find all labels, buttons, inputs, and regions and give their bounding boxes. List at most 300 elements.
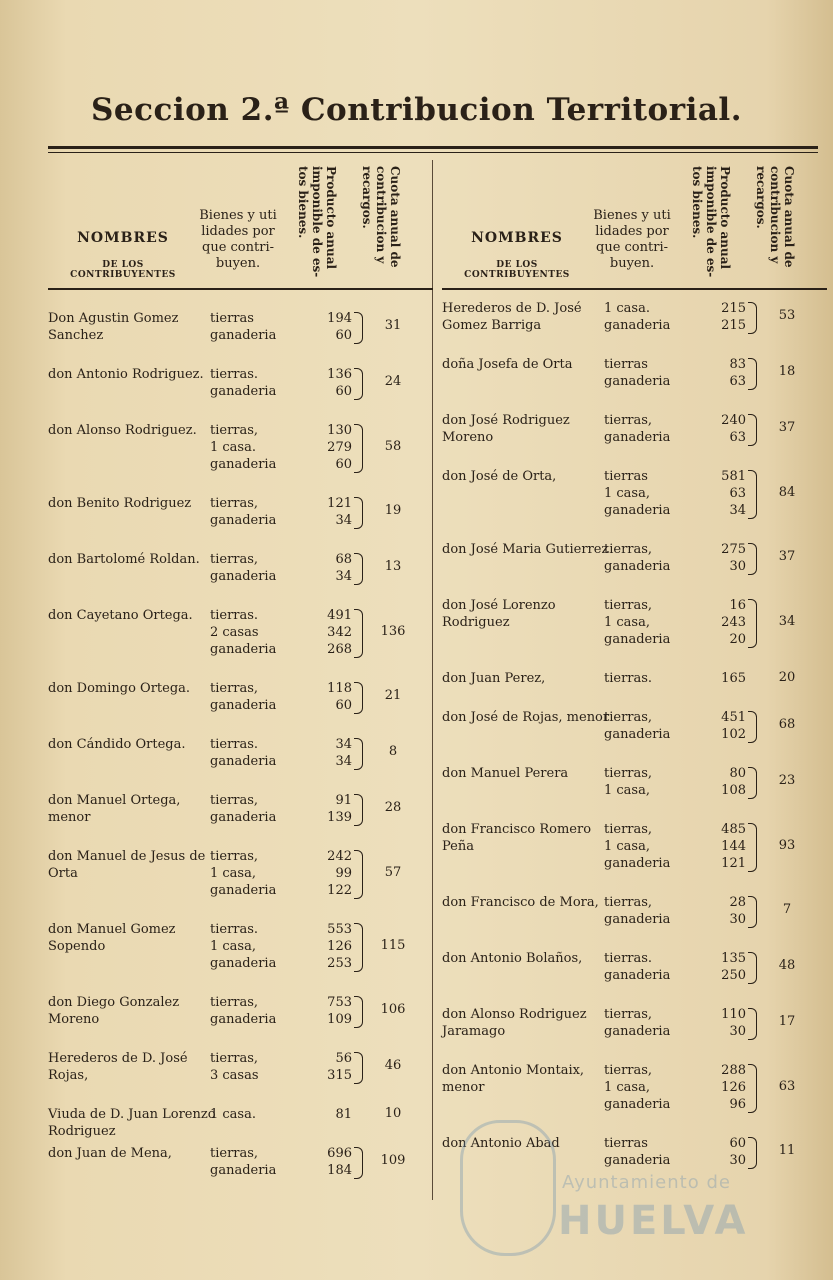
- producto-value: 60: [729, 1136, 746, 1151]
- table-row: [442, 412, 827, 446]
- bienes-list: [210, 366, 306, 400]
- right-table: [442, 160, 827, 1168]
- producto-header: Producto anual imponible de es- tos bienes.: [296, 166, 338, 278]
- producto-values: [704, 468, 746, 519]
- producto-value: 184: [327, 1163, 352, 1178]
- contributor-name: don Francisco de Mora,: [442, 895, 599, 910]
- contributor-name: don Manuel Ortega, menor: [48, 793, 181, 825]
- producto-value: 28: [729, 895, 746, 910]
- cuota-value: 20: [778, 669, 796, 685]
- producto-values: [704, 300, 746, 334]
- producto-value: 491: [327, 608, 352, 623]
- contributor-name: don José de Rojas, menor: [442, 710, 610, 725]
- bienes-item: tierras: [604, 469, 648, 484]
- bienes-list: [210, 736, 306, 770]
- table-row: [442, 709, 827, 743]
- producto-value: 34: [335, 737, 352, 752]
- bienes-item: tierras,: [604, 413, 653, 428]
- bienes-item: tierras,: [604, 895, 653, 910]
- bienes-list: [210, 310, 306, 344]
- bienes-list: [604, 765, 700, 799]
- names-header-top: NOMBRES: [77, 230, 169, 246]
- producto-values: [704, 412, 746, 446]
- bienes-item: tierras: [210, 311, 254, 326]
- producto-values: [310, 736, 352, 770]
- bienes-item: ganaderia: [210, 754, 277, 769]
- bienes-list: [210, 551, 306, 585]
- brace-icon: [354, 738, 363, 770]
- cuota-value: 68: [778, 717, 796, 732]
- cuota-value: 57: [384, 864, 402, 880]
- bienes-item: 1 casa,: [604, 615, 650, 630]
- bienes-item: ganaderia: [210, 384, 277, 399]
- cuota-value: 37: [778, 549, 796, 564]
- bienes-item: tierras.: [210, 367, 259, 382]
- cuota-value: 109: [380, 1153, 406, 1168]
- producto-value: 144: [721, 839, 746, 854]
- bienes-list: [604, 356, 700, 390]
- brace-icon: [354, 923, 363, 972]
- producto-values: [704, 709, 746, 743]
- producto-values: [310, 495, 352, 529]
- names-header-bottom: DE LOS CONTRIBUYENTES: [70, 260, 176, 280]
- producto-values: [310, 607, 352, 658]
- contributor-name: doña Josefa de Orta: [442, 357, 573, 372]
- bienes-item: ganaderia: [210, 1163, 277, 1178]
- contributor-name: don Antonio Montaix, menor: [442, 1063, 585, 1095]
- table-row: [48, 495, 433, 529]
- producto-values: [310, 310, 352, 344]
- producto-value: 696: [327, 1146, 352, 1161]
- table-row: [48, 921, 433, 972]
- bienes-item: ganaderia: [604, 1153, 671, 1168]
- brace-icon: [748, 767, 757, 799]
- producto-value: 121: [327, 496, 352, 511]
- producto-value: 581: [721, 469, 746, 484]
- table-row: [442, 670, 827, 687]
- bienes-item: tierras,: [210, 793, 259, 808]
- bienes-item: tierras.: [604, 951, 653, 966]
- producto-value: 34: [729, 503, 746, 518]
- bienes-item: ganaderia: [604, 559, 671, 574]
- producto-value: 126: [327, 939, 352, 954]
- bienes-item: 1 casa,: [604, 486, 650, 501]
- table-row: [48, 607, 433, 658]
- names-header: [48, 230, 198, 280]
- brace-icon: [354, 312, 363, 344]
- contributor-name: don José de Orta,: [442, 469, 557, 484]
- contributor-name: don José Rodriguez Moreno: [442, 413, 570, 445]
- cuota-value: 18: [778, 364, 796, 379]
- bienes-item: tierras,: [210, 681, 259, 696]
- bienes-item: ganaderia: [604, 1024, 671, 1039]
- contributor-name: don Bartolomé Roldan.: [48, 552, 200, 567]
- cuota-value: 13: [384, 559, 402, 574]
- producto-values: [310, 422, 352, 473]
- brace-icon: [748, 543, 757, 575]
- producto-value: 242: [327, 849, 352, 864]
- bienes-item: tierras.: [210, 922, 259, 937]
- producto-value: 250: [721, 968, 746, 983]
- table-header: [442, 160, 827, 290]
- producto-value: 243: [721, 615, 746, 630]
- table-header: [48, 160, 433, 290]
- table-row: [442, 300, 827, 334]
- contributor-name: don Antonio Rodriguez.: [48, 367, 204, 382]
- producto-header: Producto anual imponible de es- tos bienes.: [690, 166, 732, 278]
- producto-value: 342: [327, 625, 352, 640]
- cuota-value: 11: [778, 1143, 796, 1158]
- bienes-item: ganaderia: [604, 430, 671, 445]
- cuota-header: Cuota anual de contribucion y recargos.: [360, 166, 402, 268]
- bienes-item: ganaderia: [210, 569, 277, 584]
- contributor-name: don Francisco Romero Peña: [442, 822, 592, 854]
- bienes-header: Bienes y uti lidades por que contri- buyen.: [593, 208, 671, 271]
- bienes-item: 1 casa.: [210, 1107, 256, 1122]
- table-row: [48, 994, 433, 1028]
- cuota-value: 48: [778, 958, 796, 973]
- contributor-name: Herederos de D. José Rojas,: [48, 1051, 188, 1083]
- producto-values: [310, 1106, 352, 1123]
- contributor-name: don Juan de Mena,: [48, 1146, 172, 1161]
- table-row: [48, 366, 433, 400]
- bienes-list: [604, 541, 700, 575]
- producto-value: 109: [327, 1012, 352, 1027]
- producto-value: 63: [729, 430, 746, 445]
- brace-icon: [748, 1064, 757, 1113]
- producto-value: 99: [335, 866, 352, 881]
- table-row: [48, 1145, 433, 1179]
- producto-values: [704, 356, 746, 390]
- producto-value: 275: [721, 542, 746, 557]
- contributor-name: Viuda de D. Juan Lorenzo Rodriguez: [48, 1107, 216, 1139]
- bienes-list: [210, 422, 306, 473]
- producto-values: [704, 1006, 746, 1040]
- producto-values: [704, 597, 746, 648]
- bienes-list: [210, 1106, 306, 1123]
- bienes-item: tierras,: [604, 710, 653, 725]
- producto-value: 136: [327, 367, 352, 382]
- contributor-name: don Manuel Perera: [442, 766, 569, 781]
- producto-value: 60: [335, 384, 352, 399]
- cuota-value: 17: [778, 1014, 796, 1029]
- producto-value: 121: [721, 856, 746, 871]
- producto-value: 60: [335, 328, 352, 343]
- bienes-item: ganaderia: [210, 1012, 277, 1027]
- producto-value: 96: [729, 1097, 746, 1112]
- contributor-name: don Domingo Ortega.: [48, 681, 191, 696]
- bienes-header: Bienes y uti lidades por que contri- buyen.: [199, 208, 277, 271]
- names-header-bottom: DE LOS CONTRIBUYENTES: [464, 260, 570, 280]
- producto-value: 110: [721, 1007, 746, 1022]
- brace-icon: [354, 424, 363, 473]
- brace-icon: [748, 470, 757, 519]
- brace-icon: [748, 952, 757, 984]
- producto-value: 34: [335, 754, 352, 769]
- cuota-value: 84: [778, 484, 796, 500]
- producto-values: [704, 1062, 746, 1113]
- table-row: [48, 792, 433, 826]
- bienes-list: [604, 1006, 700, 1040]
- bienes-item: ganaderia: [210, 457, 277, 472]
- producto-value: 135: [721, 951, 746, 966]
- bienes-item: ganaderia: [210, 810, 277, 825]
- bienes-item: tierras,: [604, 822, 653, 837]
- producto-value: 194: [327, 311, 352, 326]
- brace-icon: [748, 896, 757, 928]
- producto-value: 80: [729, 766, 746, 781]
- producto-values: [704, 765, 746, 799]
- producto-values: [310, 1050, 352, 1084]
- table-row: [48, 848, 433, 899]
- brace-icon: [748, 1008, 757, 1040]
- bienes-item: 1 casa.: [210, 440, 256, 455]
- bienes-list: [210, 495, 306, 529]
- producto-value: 122: [327, 883, 352, 898]
- producto-value: 215: [721, 318, 746, 333]
- bienes-item: tierras,: [604, 598, 653, 613]
- bienes-item: ganaderia: [604, 856, 671, 871]
- title-rule-thin: [48, 152, 818, 153]
- bienes-item: tierras,: [604, 766, 653, 781]
- bienes-item: ganaderia: [210, 956, 277, 971]
- producto-values: [704, 950, 746, 984]
- producto-value: 68: [335, 552, 352, 567]
- producto-value: 553: [327, 922, 352, 937]
- table-row: [48, 551, 433, 585]
- bienes-item: 1 casa,: [210, 866, 256, 881]
- brace-icon: [354, 1147, 363, 1179]
- table-row: [48, 422, 433, 473]
- bienes-item: tierras,: [210, 849, 259, 864]
- table-row: [442, 1062, 827, 1113]
- producto-values: [310, 792, 352, 826]
- contributor-name: don Benito Rodriguez: [48, 496, 192, 511]
- bienes-item: 1 casa,: [210, 939, 256, 954]
- bienes-item: tierras,: [604, 1007, 653, 1022]
- cuota-value: 24: [384, 374, 402, 389]
- bienes-item: tierras,: [210, 552, 259, 567]
- contributor-name: don Antonio Abad: [442, 1136, 560, 1151]
- bienes-list: [210, 1145, 306, 1179]
- producto-value: 30: [729, 1153, 746, 1168]
- contributor-name: don Cayetano Ortega.: [48, 608, 193, 623]
- bienes-item: ganaderia: [210, 513, 277, 528]
- producto-values: [704, 821, 746, 872]
- brace-icon: [748, 414, 757, 446]
- bienes-item: ganaderia: [604, 318, 671, 333]
- contributor-name: don Antonio Bolaños,: [442, 951, 583, 966]
- producto-value: 451: [721, 710, 746, 725]
- producto-value: 91: [335, 793, 352, 808]
- bienes-item: tierras.: [210, 608, 259, 623]
- producto-value: 60: [335, 698, 352, 713]
- producto-value: 118: [327, 681, 352, 696]
- bienes-item: tierras,: [210, 496, 259, 511]
- producto-value: 56: [335, 1051, 352, 1066]
- table-row: [48, 1050, 433, 1084]
- bienes-item: 1 casa.: [604, 301, 650, 316]
- table-row: [442, 1006, 827, 1040]
- bienes-list: [604, 468, 700, 519]
- stamp-line1: Ayuntamiento de: [562, 1172, 731, 1193]
- bienes-list: [210, 680, 306, 714]
- bienes-list: [210, 1050, 306, 1084]
- cuota-value: 58: [384, 438, 402, 454]
- brace-icon: [354, 682, 363, 714]
- title-rule: [48, 146, 818, 149]
- contributor-name: don José Lorenzo Rodriguez: [442, 598, 556, 630]
- producto-values: [704, 894, 746, 928]
- names-header-top: NOMBRES: [471, 230, 563, 246]
- producto-value: 268: [327, 642, 352, 657]
- cuota-header: Cuota anual de contribucion y recargos.: [754, 166, 796, 268]
- producto-value: 130: [327, 423, 352, 438]
- bienes-list: [604, 709, 700, 743]
- bienes-item: 2 casas: [210, 625, 259, 640]
- brace-icon: [354, 850, 363, 899]
- brace-icon: [748, 823, 757, 872]
- cuota-value: 136: [380, 623, 406, 639]
- contributor-name: don Juan Perez,: [442, 671, 546, 686]
- bienes-item: tierras: [604, 1136, 648, 1151]
- producto-values: [310, 994, 352, 1028]
- cuota-value: 21: [384, 688, 402, 703]
- cuota-value: 46: [384, 1058, 402, 1073]
- table-row: [442, 356, 827, 390]
- bienes-item: 3 casas: [210, 1068, 259, 1083]
- bienes-item: tierras,: [604, 542, 653, 557]
- producto-value: 81: [335, 1107, 352, 1122]
- cuota-value: 53: [778, 308, 796, 323]
- bienes-item: 1 casa,: [604, 1080, 650, 1095]
- brace-icon: [748, 711, 757, 743]
- table-row: [442, 894, 827, 928]
- table-row: [442, 468, 827, 519]
- table-row: [442, 821, 827, 872]
- contributor-name: don José Maria Gutierrez: [442, 542, 609, 557]
- producto-value: 63: [729, 374, 746, 389]
- contributor-name: don Diego Gonzalez Moreno: [48, 995, 180, 1027]
- bienes-list: [210, 921, 306, 972]
- bienes-item: 1 casa,: [604, 839, 650, 854]
- cuota-value: 10: [384, 1105, 402, 1121]
- producto-value: 34: [335, 513, 352, 528]
- bienes-list: [210, 792, 306, 826]
- producto-value: 20: [729, 632, 746, 647]
- producto-values: [310, 848, 352, 899]
- bienes-item: tierras,: [210, 995, 259, 1010]
- bienes-item: ganaderia: [210, 883, 277, 898]
- producto-value: 139: [327, 810, 352, 825]
- bienes-item: tierras,: [210, 1051, 259, 1066]
- contributor-name: Herederos de D. José Gomez Barriga: [442, 301, 582, 333]
- bienes-item: ganaderia: [604, 1097, 671, 1112]
- producto-value: 16: [729, 598, 746, 613]
- producto-value: 485: [721, 822, 746, 837]
- cuota-value: 93: [778, 837, 796, 853]
- producto-value: 60: [335, 457, 352, 472]
- bienes-item: tierras.: [210, 737, 259, 752]
- bienes-list: [604, 1062, 700, 1113]
- table-row: [442, 765, 827, 799]
- contributor-name: don Manuel Gomez Sopendo: [48, 922, 176, 954]
- page-title: Seccion 2.ª Contribucion Territorial.: [90, 92, 743, 128]
- brace-icon: [354, 609, 363, 658]
- contributor-name: don Alonso Rodriguez Jaramago: [442, 1007, 587, 1039]
- stamp-line2: HUELVA: [558, 1198, 749, 1244]
- contributor-name: don Manuel de Jesus de Orta: [48, 849, 206, 881]
- producto-value: 753: [327, 995, 352, 1010]
- brace-icon: [354, 996, 363, 1028]
- left-table: [48, 160, 433, 1178]
- table-row: [48, 310, 433, 344]
- producto-value: 288: [721, 1063, 746, 1078]
- contributor-name: don Alonso Rodriguez.: [48, 423, 197, 438]
- bienes-item: ganaderia: [604, 968, 671, 983]
- bienes-list: [604, 412, 700, 446]
- producto-value: 102: [721, 727, 746, 742]
- bienes-list: [210, 848, 306, 899]
- cuota-value: 8: [388, 744, 398, 759]
- contributor-name: don Cándido Ortega.: [48, 737, 186, 752]
- bienes-list: [604, 670, 700, 687]
- bienes-list: [210, 994, 306, 1028]
- brace-icon: [354, 1052, 363, 1084]
- cuota-value: 19: [384, 503, 402, 518]
- bienes-item: ganaderia: [604, 503, 671, 518]
- bienes-item: tierras.: [604, 671, 653, 686]
- producto-values: [704, 541, 746, 575]
- bienes-item: ganaderia: [210, 698, 277, 713]
- producto-value: 83: [729, 357, 746, 372]
- cuota-value: 106: [380, 1002, 406, 1017]
- producto-value: 30: [729, 559, 746, 574]
- brace-icon: [748, 358, 757, 390]
- bienes-item: ganaderia: [604, 727, 671, 742]
- brace-icon: [354, 794, 363, 826]
- producto-value: 253: [327, 956, 352, 971]
- watermark-stamp: [440, 1120, 770, 1270]
- bienes-item: 1 casa,: [604, 783, 650, 798]
- producto-value: 108: [721, 783, 746, 798]
- bienes-item: ganaderia: [604, 632, 671, 647]
- bienes-list: [604, 300, 700, 334]
- bienes-list: [604, 950, 700, 984]
- brace-icon: [748, 302, 757, 334]
- bienes-item: tierras: [604, 357, 648, 372]
- table-row: [48, 736, 433, 770]
- brace-icon: [354, 497, 363, 529]
- producto-value: 215: [721, 301, 746, 316]
- coat-of-arms-icon: [460, 1120, 556, 1256]
- producto-values: [310, 680, 352, 714]
- cuota-value: 115: [380, 937, 406, 953]
- table-row: [442, 597, 827, 648]
- bienes-item: ganaderia: [604, 374, 671, 389]
- producto-values: [704, 670, 746, 687]
- producto-value: 126: [721, 1080, 746, 1095]
- bienes-list: [210, 607, 306, 658]
- producto-value: 240: [721, 413, 746, 428]
- cuota-value: 23: [778, 773, 796, 788]
- bienes-list: [604, 894, 700, 928]
- cuota-value: 37: [778, 420, 796, 435]
- brace-icon: [354, 553, 363, 585]
- bienes-list: [604, 821, 700, 872]
- producto-value: 30: [729, 912, 746, 927]
- producto-values: [310, 366, 352, 400]
